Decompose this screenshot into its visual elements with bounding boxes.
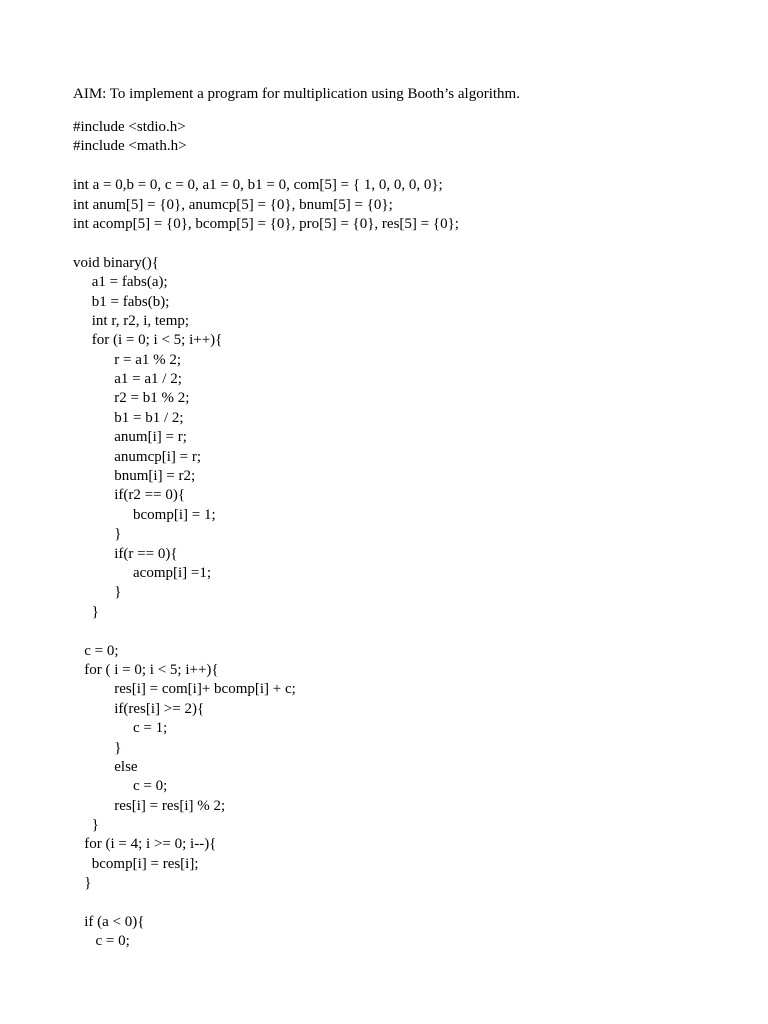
code-listing: [73, 118, 459, 952]
code-line: }: [73, 875, 92, 892]
code-line: anumcp[i] = r;: [73, 448, 202, 465]
code-line: void binary(){: [73, 254, 159, 271]
code-line: r2 = b1 % 2;: [73, 390, 190, 407]
code-line: bcomp[i] = res[i];: [73, 855, 199, 872]
code-line: int acomp[5] = {0}, bcomp[5] = {0}, pro[5] = {0}, res[5] = {0};: [73, 215, 459, 232]
code-line: bnum[i] = r2;: [73, 468, 196, 485]
code-line: b1 = fabs(b);: [73, 293, 170, 310]
code-line: if(r == 0){: [73, 545, 178, 562]
code-line: if(r2 == 0){: [73, 487, 186, 504]
code-line: }: [73, 603, 99, 620]
code-line: c = 1;: [73, 720, 168, 737]
code-line: int r, r2, i, temp;: [73, 312, 190, 329]
code-line: int anum[5] = {0}, anumcp[5] = {0}, bnum[5] = {0};: [73, 196, 393, 213]
aim-statement: AIM: To implement a program for multiplication using Booth’s algorithm.: [73, 86, 520, 102]
code-line: #include <stdio.h>: [73, 119, 186, 135]
code-line: int a = 0,b = 0, c = 0, a1 = 0, b1 = 0, com[5] = { 1, 0, 0, 0, 0};: [73, 177, 443, 194]
code-line: if(res[i] >= 2){: [73, 700, 205, 717]
code-line: a1 = fabs(a);: [73, 274, 168, 291]
code-line: bcomp[i] = 1;: [73, 506, 216, 523]
code-line: res[i] = com[i]+ bcomp[i] + c;: [73, 681, 296, 698]
code-line: for (i = 4; i >= 0; i--){: [73, 836, 217, 853]
code-line: for (i = 0; i < 5; i++){: [73, 332, 223, 349]
code-line: anum[i] = r;: [73, 429, 187, 446]
code-line: res[i] = res[i] % 2;: [73, 797, 226, 814]
code-line: else: [73, 758, 138, 775]
code-line: }: [73, 817, 99, 834]
code-line: c = 0;: [73, 778, 168, 795]
code-line: c = 0;: [73, 933, 130, 950]
code-line: c = 0;: [73, 642, 119, 659]
code-line: a1 = a1 / 2;: [73, 371, 182, 388]
code-line: }: [73, 739, 122, 756]
code-line: [73, 234, 459, 253]
code-line: [73, 622, 459, 641]
code-line: r = a1 % 2;: [73, 351, 182, 368]
code-line: }: [73, 584, 122, 601]
code-line: [73, 894, 459, 913]
code-line: b1 = b1 / 2;: [73, 409, 184, 426]
code-line: if (a < 0){: [73, 914, 145, 931]
code-line: [73, 157, 459, 176]
code-line: acomp[i] =1;: [73, 564, 212, 581]
code-line: for ( i = 0; i < 5; i++){: [73, 661, 219, 678]
code-line: #include <math.h>: [73, 138, 187, 155]
code-line: }: [73, 526, 122, 543]
